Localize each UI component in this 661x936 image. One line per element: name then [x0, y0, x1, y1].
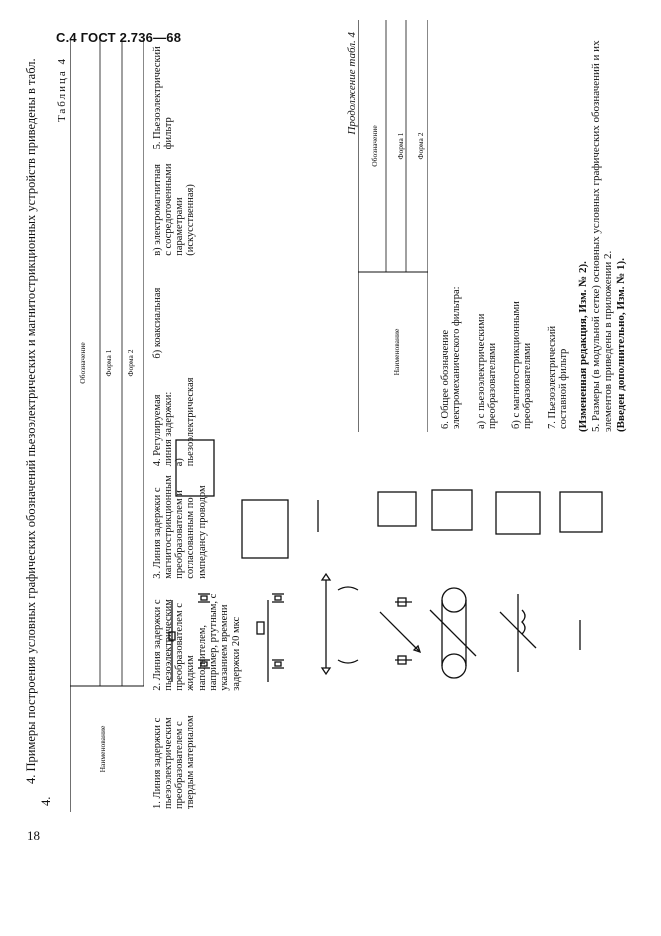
delay-line-form2-symbol: [176, 440, 214, 496]
delay-line-magnetostrictive-symbol: [322, 574, 358, 674]
delay-line-liquid-symbol: [257, 594, 284, 682]
row-1-name: 1. Линия задержки с пьезоэлектрическим преобразователем с твердым материалом: [151, 715, 197, 809]
col-form1-header: Форма 1: [103, 349, 113, 377]
page-number: 18: [27, 828, 40, 843]
row-4-name: 4. Регулируемая линия задержки:: [151, 391, 174, 467]
adjustable-delay-line-lc-symbol: [500, 594, 536, 672]
notes-block: [577, 32, 627, 432]
r-row-6-name: 6. Общее обозначение электромеханического фильтра:: [440, 286, 463, 429]
piezo-filter-form2-symbol: [560, 492, 602, 532]
note-item5: 5. Размеры (в модульной сетке) основных условных графических обозначений и их элементов приведены в приложении 2.: [589, 40, 615, 432]
table-4-title: Таблица 4: [55, 57, 68, 123]
adjustable-delay-line-coax-symbol: [430, 588, 476, 678]
r-col-name-header: Наименование: [392, 328, 401, 376]
delay-line-solid-symbol: [169, 594, 210, 682]
continued-label: Продолжение табл. 4: [346, 32, 358, 135]
row-4a-name: а) пьезоэлектрическая: [174, 377, 197, 467]
note-added: (Введен дополнительно, Изм. № 1).: [614, 258, 627, 432]
delay-line-liquid-form2-symbol: [242, 500, 288, 558]
r-row-7-name: 7. Пьезоэлектрический составной фильтр: [546, 325, 570, 429]
row-3-name: 3. Линия задержки с магнитострикционным преобразователем и согласованным по импедансу проводом: [151, 475, 208, 579]
adjustable-coax-form2-symbol: [432, 490, 472, 530]
col-form2-header: Форма 2: [125, 349, 135, 377]
row-2-name: 2. Линия задержки с пьезоэлектрическим преобразователем с жидким наполнителем, например, ртутным, с указанием времени задержки 20 мкс: [151, 593, 242, 691]
adjustable-lc-form2-symbol: [496, 492, 540, 534]
col-designation-header: Обозначение: [77, 342, 87, 384]
adjustable-delay-line-piezo-symbol: [380, 598, 420, 664]
page-header: С.4 ГОСТ 2.736—68: [56, 30, 182, 45]
row-4b-name: б) коаксиальная: [151, 287, 163, 359]
r-col-designation-header: Обозначение: [370, 125, 379, 167]
right-rotated-block: [340, 20, 627, 432]
adjustable-piezo-form2-symbol: [378, 492, 416, 526]
r-col-form2-header: Форма 2: [416, 132, 425, 160]
row-4c-name: в) электромагнитная с сосредоточенными параметрами (искусственная): [151, 163, 197, 256]
row-5-name: 5. Пьезоэлектрический фильтр: [151, 46, 174, 150]
r-row-6a-name: а) с пьезоэлектрическими преобразователями: [475, 313, 498, 429]
col-name-header: Наименование: [97, 725, 107, 773]
intro-paragraph: 4. Примеры построения условных графических обозначений пьезоэлектрических и магнитострикционных устройств приведены в табл. 4.: [24, 58, 53, 806]
r-row-6b-name: б) с магнитострикционными преобразователями: [511, 301, 534, 429]
r-col-form1-header: Форма 1: [396, 132, 405, 160]
note-change: (Измененная редакция, Изм. № 2).: [577, 261, 590, 432]
